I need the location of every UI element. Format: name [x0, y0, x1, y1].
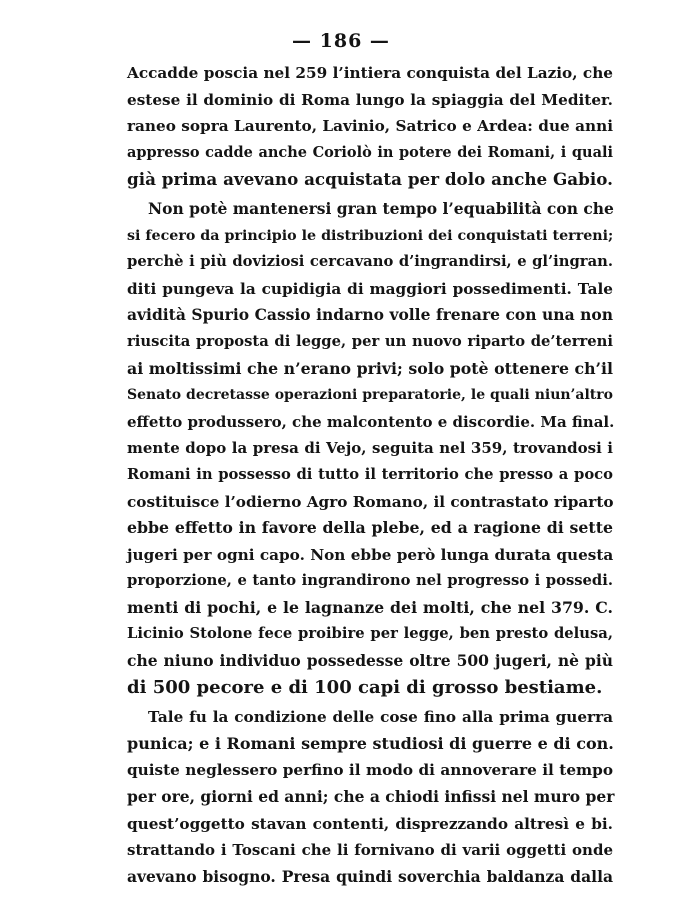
- text-line: di 500 pecore e di 100 capi di grosso bestiame.: [127, 676, 603, 698]
- text-line: Non potè mantenersi gran tempo l’equabilità con che: [148, 198, 614, 218]
- text-line: raneo sopra Laurento, Lavinio, Satrico e Ardea: due anni: [127, 117, 613, 136]
- text-line: che niuno individuo possedesse oltre 500 jugeri, nè più: [127, 651, 613, 671]
- text-line: appresso cadde anche Coriolò in potere dei Romani, i quali: [127, 143, 613, 161]
- body-text: [127, 60, 613, 890]
- text-line: Senato decretasse operazioni preparatorie, le quali niun’altro: [127, 387, 613, 404]
- text-line: perchè i più doviziosi cercavano d’ingrandirsi, e gl’ingran.: [127, 253, 613, 271]
- paragraph-3: [127, 704, 613, 890]
- text-line: diti pungeva la cupidigia di maggiori possedimenti. Tale: [127, 279, 613, 298]
- text-line: mente dopo la presa di Vejo, seguita nel 359, trovandosi i: [127, 439, 613, 458]
- text-line: Tale fu la condizione delle cose fino alla prima guerra: [148, 708, 613, 727]
- text-line: strattando i Toscani che li fornivano di varii oggetti onde: [127, 841, 613, 860]
- text-line: proporzione, e tanto ingrandirono nel progresso i possedi.: [127, 572, 613, 590]
- text-line: riuscita proposta di legge, per un nuovo riparto de’terreni: [127, 332, 613, 350]
- text-line: Licinio Stolone fece proibire per legge, ben presto delusa,: [127, 625, 613, 643]
- text-line: punica; e i Romani sempre studiosi di guerre e di con.: [127, 733, 614, 753]
- text-line: avidità Spurio Cassio indarno volle frenare con una non: [127, 305, 613, 325]
- text-line: avevano bisogno. Presa quindi soverchia baldanza dalla: [127, 866, 613, 886]
- text-line: quest’oggetto stavan contenti, disprezzando altresì e bi.: [127, 814, 613, 833]
- text-line: Romani in possesso di tutto il territorio che presso a poco: [127, 465, 613, 483]
- text-line: jugeri per ogni capo. Non ebbe però lunga durata questa: [127, 545, 614, 564]
- text-line: ai moltissimi che n’erano privi; solo potè ottenere ch’il: [127, 358, 613, 378]
- text-line: già prima avevano acquistata per dolo anche Gabio.: [127, 169, 613, 190]
- text-line: menti di pochi, e le lagnanze dei molti, che nel 379. C.: [127, 597, 613, 617]
- text-line: Accadde poscia nel 259 l’intiera conquista del Lazio, che: [127, 64, 613, 82]
- text-line: per ore, giorni ed anni; che a chiodi infissi nel muro per: [127, 787, 615, 807]
- text-line: effetto produssero, che malcontento e discordie. Ma final.: [127, 412, 615, 431]
- page-number: — 186 —: [292, 30, 390, 52]
- text-line: estese il dominio di Roma lungo la spiaggia del Mediter.: [127, 90, 613, 109]
- text-line: quiste neglessero perfino il modo di annoverare il tempo: [127, 761, 613, 780]
- text-line: si fecero da principio le distribuzioni dei conquistati terreni;: [127, 227, 614, 244]
- paragraph-1: [127, 60, 613, 193]
- paragraph-2: [127, 196, 613, 701]
- text-line: ebbe effetto in favore della plebe, ed a ragione di sette: [127, 518, 613, 538]
- text-line: costituisce l’odierno Agro Romano, il contrastato riparto: [127, 492, 614, 511]
